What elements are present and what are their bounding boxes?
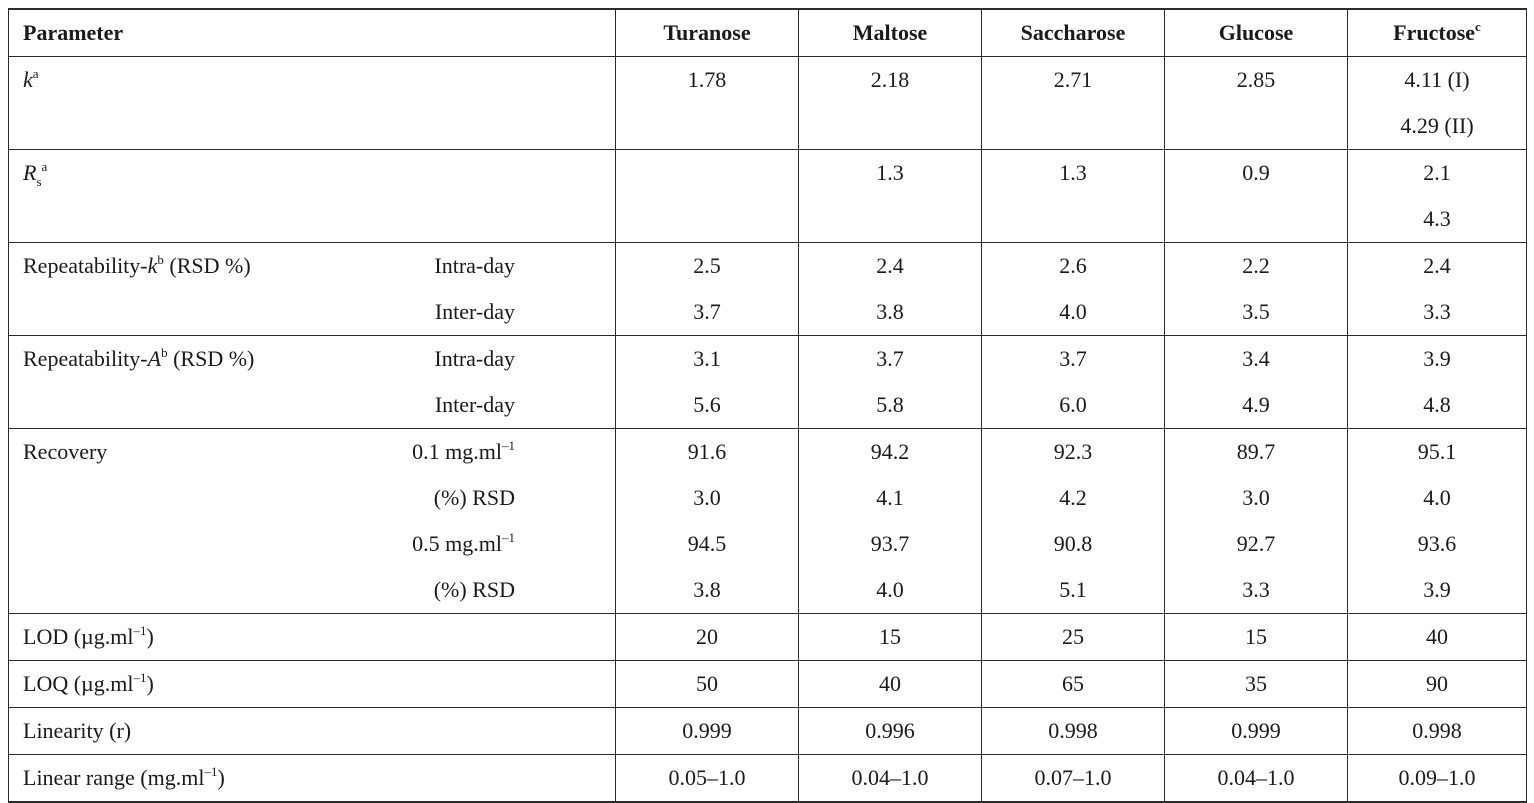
linearity-row (9, 708, 1527, 755)
loq-label: LOQ $(\mu g.ml^{-1})$ (9, 661, 354, 708)
table-cell: 89.7 3.0 92.7 3.3 (1165, 429, 1348, 614)
table-cell: 2.18 (799, 57, 982, 150)
table-cell: 2.85 (1165, 57, 1348, 150)
table-cell: 0.999 (616, 708, 799, 755)
column-header-maltose: Maltose (799, 9, 982, 57)
table-cell: 3.7 6.0 (982, 336, 1165, 429)
k-row (9, 57, 1527, 150)
table-cell: 50 (616, 661, 799, 708)
k-label: $k^a$ (9, 57, 354, 150)
table-cell: 0.998 (982, 708, 1165, 755)
table-cell: 3.4 4.9 (1165, 336, 1348, 429)
subparameter-cell: 0.1 $mg.ml^{-1}$ (%) RSD 0.5 $mg.ml^{-1}$ (%) RSD (354, 429, 616, 614)
table-cell: 3.7 5.8 (799, 336, 982, 429)
loq-row (9, 661, 1527, 708)
table-cell: 2.5 3.7 (616, 243, 799, 336)
subparameter-header (354, 9, 616, 57)
table-cell: 91.6 3.0 94.5 3.8 (616, 429, 799, 614)
repeatability-a-row (9, 336, 1527, 429)
table-cell: 0.07–1.0 (982, 755, 1165, 803)
table-cell: 0.999 (1165, 708, 1348, 755)
column-header-turanose: Turanose (616, 9, 799, 57)
table-cell: 2.6 4.0 (982, 243, 1165, 336)
column-header-saccharose: Saccharose (982, 9, 1165, 57)
linear-range-row (9, 755, 1527, 803)
rs-row (9, 150, 1527, 243)
rs-label: $R_s^a$ (9, 150, 354, 243)
table-cell: 2.2 3.5 (1165, 243, 1348, 336)
repeatability-k-label: Repeatability-$k^b$ (RSD %) (9, 243, 354, 336)
table-cell: 95.1 4.0 93.6 3.9 (1348, 429, 1527, 614)
table-cell: 90 (1348, 661, 1527, 708)
table-cell (616, 150, 799, 243)
table-cell: 4.11 (I) 4.29 (II) (1348, 57, 1527, 150)
subparameter-cell: Intra-day Inter-day (354, 336, 616, 429)
table-cell: 0.05–1.0 (616, 755, 799, 803)
table-cell: 40 (1348, 614, 1527, 661)
table-cell: 1.3 (799, 150, 982, 243)
table-cell: 0.9 (1165, 150, 1348, 243)
recovery-row (9, 429, 1527, 614)
table-cell: 2.1 4.3 (1348, 150, 1527, 243)
lod-row (9, 614, 1527, 661)
table-cell: 3.1 5.6 (616, 336, 799, 429)
recovery-label: Recovery (9, 429, 354, 614)
validation-table (8, 8, 1527, 803)
table-cell: 0.09–1.0 (1348, 755, 1527, 803)
table-cell: 0.996 (799, 708, 982, 755)
lod-label: LOD $(\mu g.ml^{-1})$ (9, 614, 354, 661)
header-row (9, 9, 1527, 57)
table-cell: 0.04–1.0 (1165, 755, 1348, 803)
table-cell: 15 (1165, 614, 1348, 661)
table-cell: 40 (799, 661, 982, 708)
parameter-header: Parameter (9, 9, 354, 57)
table-cell: 2.4 3.8 (799, 243, 982, 336)
table-cell: 15 (799, 614, 982, 661)
table-cell: 35 (1165, 661, 1348, 708)
table-cell: 25 (982, 614, 1165, 661)
linearity-label: Linearity (r) (9, 708, 354, 755)
table-cell: 0.998 (1348, 708, 1527, 755)
table-cell: 2.71 (982, 57, 1165, 150)
repeatability-a-label: Repeatability-$A^b$ (RSD %) (9, 336, 354, 429)
table-cell: 92.3 4.2 90.8 5.1 (982, 429, 1165, 614)
column-header-fructose: Fructose$^c$ (1348, 9, 1527, 57)
table-cell: 94.2 4.1 93.7 4.0 (799, 429, 982, 614)
repeatability-k-row (9, 243, 1527, 336)
linear-range-label: Linear range $(mg.ml^{-1})$ (9, 755, 354, 803)
table-cell: 3.9 4.8 (1348, 336, 1527, 429)
table-cell: 0.04–1.0 (799, 755, 982, 803)
table-cell: 1.3 (982, 150, 1165, 243)
column-header-glucose: Glucose (1165, 9, 1348, 57)
table-cell: 1.78 (616, 57, 799, 150)
table-cell: 2.4 3.3 (1348, 243, 1527, 336)
table-cell: 20 (616, 614, 799, 661)
table-cell: 65 (982, 661, 1165, 708)
subparameter-cell: Intra-day Inter-day (354, 243, 616, 336)
